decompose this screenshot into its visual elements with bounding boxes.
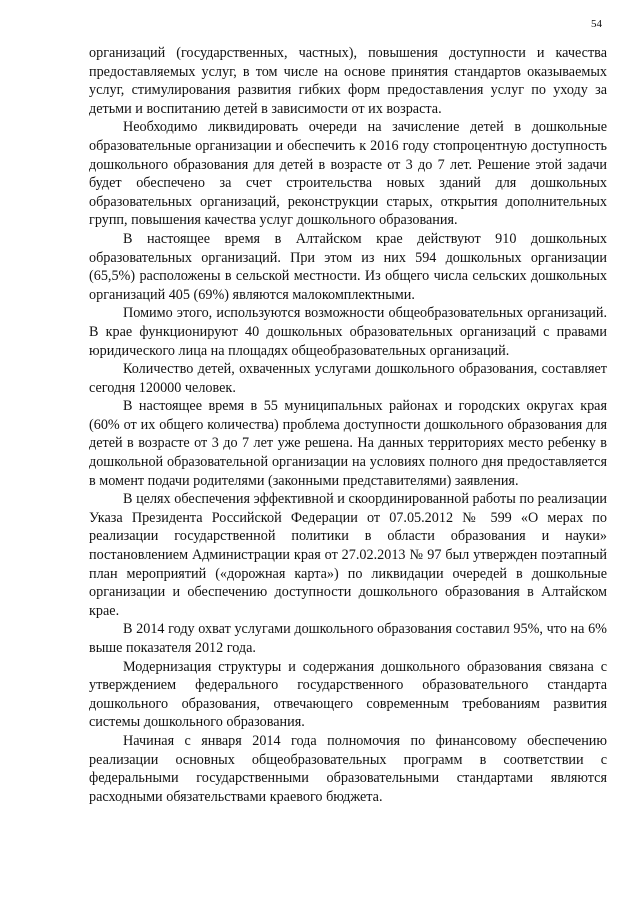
paragraph-2: Необходимо ликвидировать очереди на зачисление детей в дошкольные образовательные организации и обеспечить к 2016 году стопроцентную доступность дошкольного образования для детей в возрасте от 3 до 7 лет. Решение этой задачи будет обеспечено за счет строительства новых зданий для дошкольных образовательных организаций, реконструкции старых, открытия дополнительных групп, повышения качества услуг дошкольного образования. [89, 119, 607, 229]
paragraph-1: организаций (государственных, частных), повышения доступности и качества предоставляемых услуг, в том числе на основе принятия стандартов оказываемых услуг, стимулирования развития гибких форм предоставления услуг по уходу за детьми и воспитанию детей в зависимости от их возраста. [89, 45, 607, 117]
paragraph-7: В целях обеспечения эффективной и скоординированной работы по реализации Указа Президента Российской Федерации от 07.05.2012 № 599 «О мерах по реализации государственной политики в области образования и науки» постановлением Администрации края от 27.02.2013 № 97 был утвержден поэтапный план мероприятий («дорожная карта») по ликвидации очередей в дошкольные организации и обеспечению доступности дошкольного образования в Алтайском крае. [89, 491, 607, 619]
paragraph-8: В 2014 году охват услугами дошкольного образования составил 95%, что на 6% выше показателя 2012 года. [89, 621, 607, 656]
paragraph-4: Помимо этого, используются возможности общеобразовательных организаций. В крае функционируют 40 дошкольных образовательных организаций с правами юридического лица на площадях общеобразовательных организаций. [89, 305, 607, 359]
paragraph-5: Количество детей, охваченных услугами дошкольного образования, составляет сегодня 120000 человек. [89, 361, 607, 396]
paragraph-9: Модернизация структуры и содержания дошкольного образования связана с утверждением федерального государственного образовательного стандарта дошкольного образования, отвечающего современным требованиям развития системы дошкольного образования. [89, 658, 607, 731]
paragraph-3: В настоящее время в Алтайском крае действуют 910 дошкольных образовательных организаций. При этом из них 594 дошкольных организации (65,5%) расположены в сельской местности. Из общего числа сельских дошкольных организаций 405 (69%) являются малокомплектными. [89, 230, 607, 303]
paragraph-6: В настоящее время в 55 муниципальных районах и городских округах края (60% от их общего количества) проблема доступности дошкольного образования для детей в возрасте от 3 до 7 лет уже решена. На данных территориях место ребенку в дошкольной образовательной организации на условиях полного дня предоставляется в момент подачи родителями (законными представителями) заявления. [89, 398, 607, 489]
paragraph-10: Начиная с января 2014 года полномочия по финансовому обеспечению реализации основных общеобразовательных программ в соответствии с федеральными государственными образовательными стандартами являются расходными обязательствами краевого бюджета. [89, 732, 607, 805]
body-text [89, 44, 607, 806]
page-number: 54 [591, 18, 602, 30]
